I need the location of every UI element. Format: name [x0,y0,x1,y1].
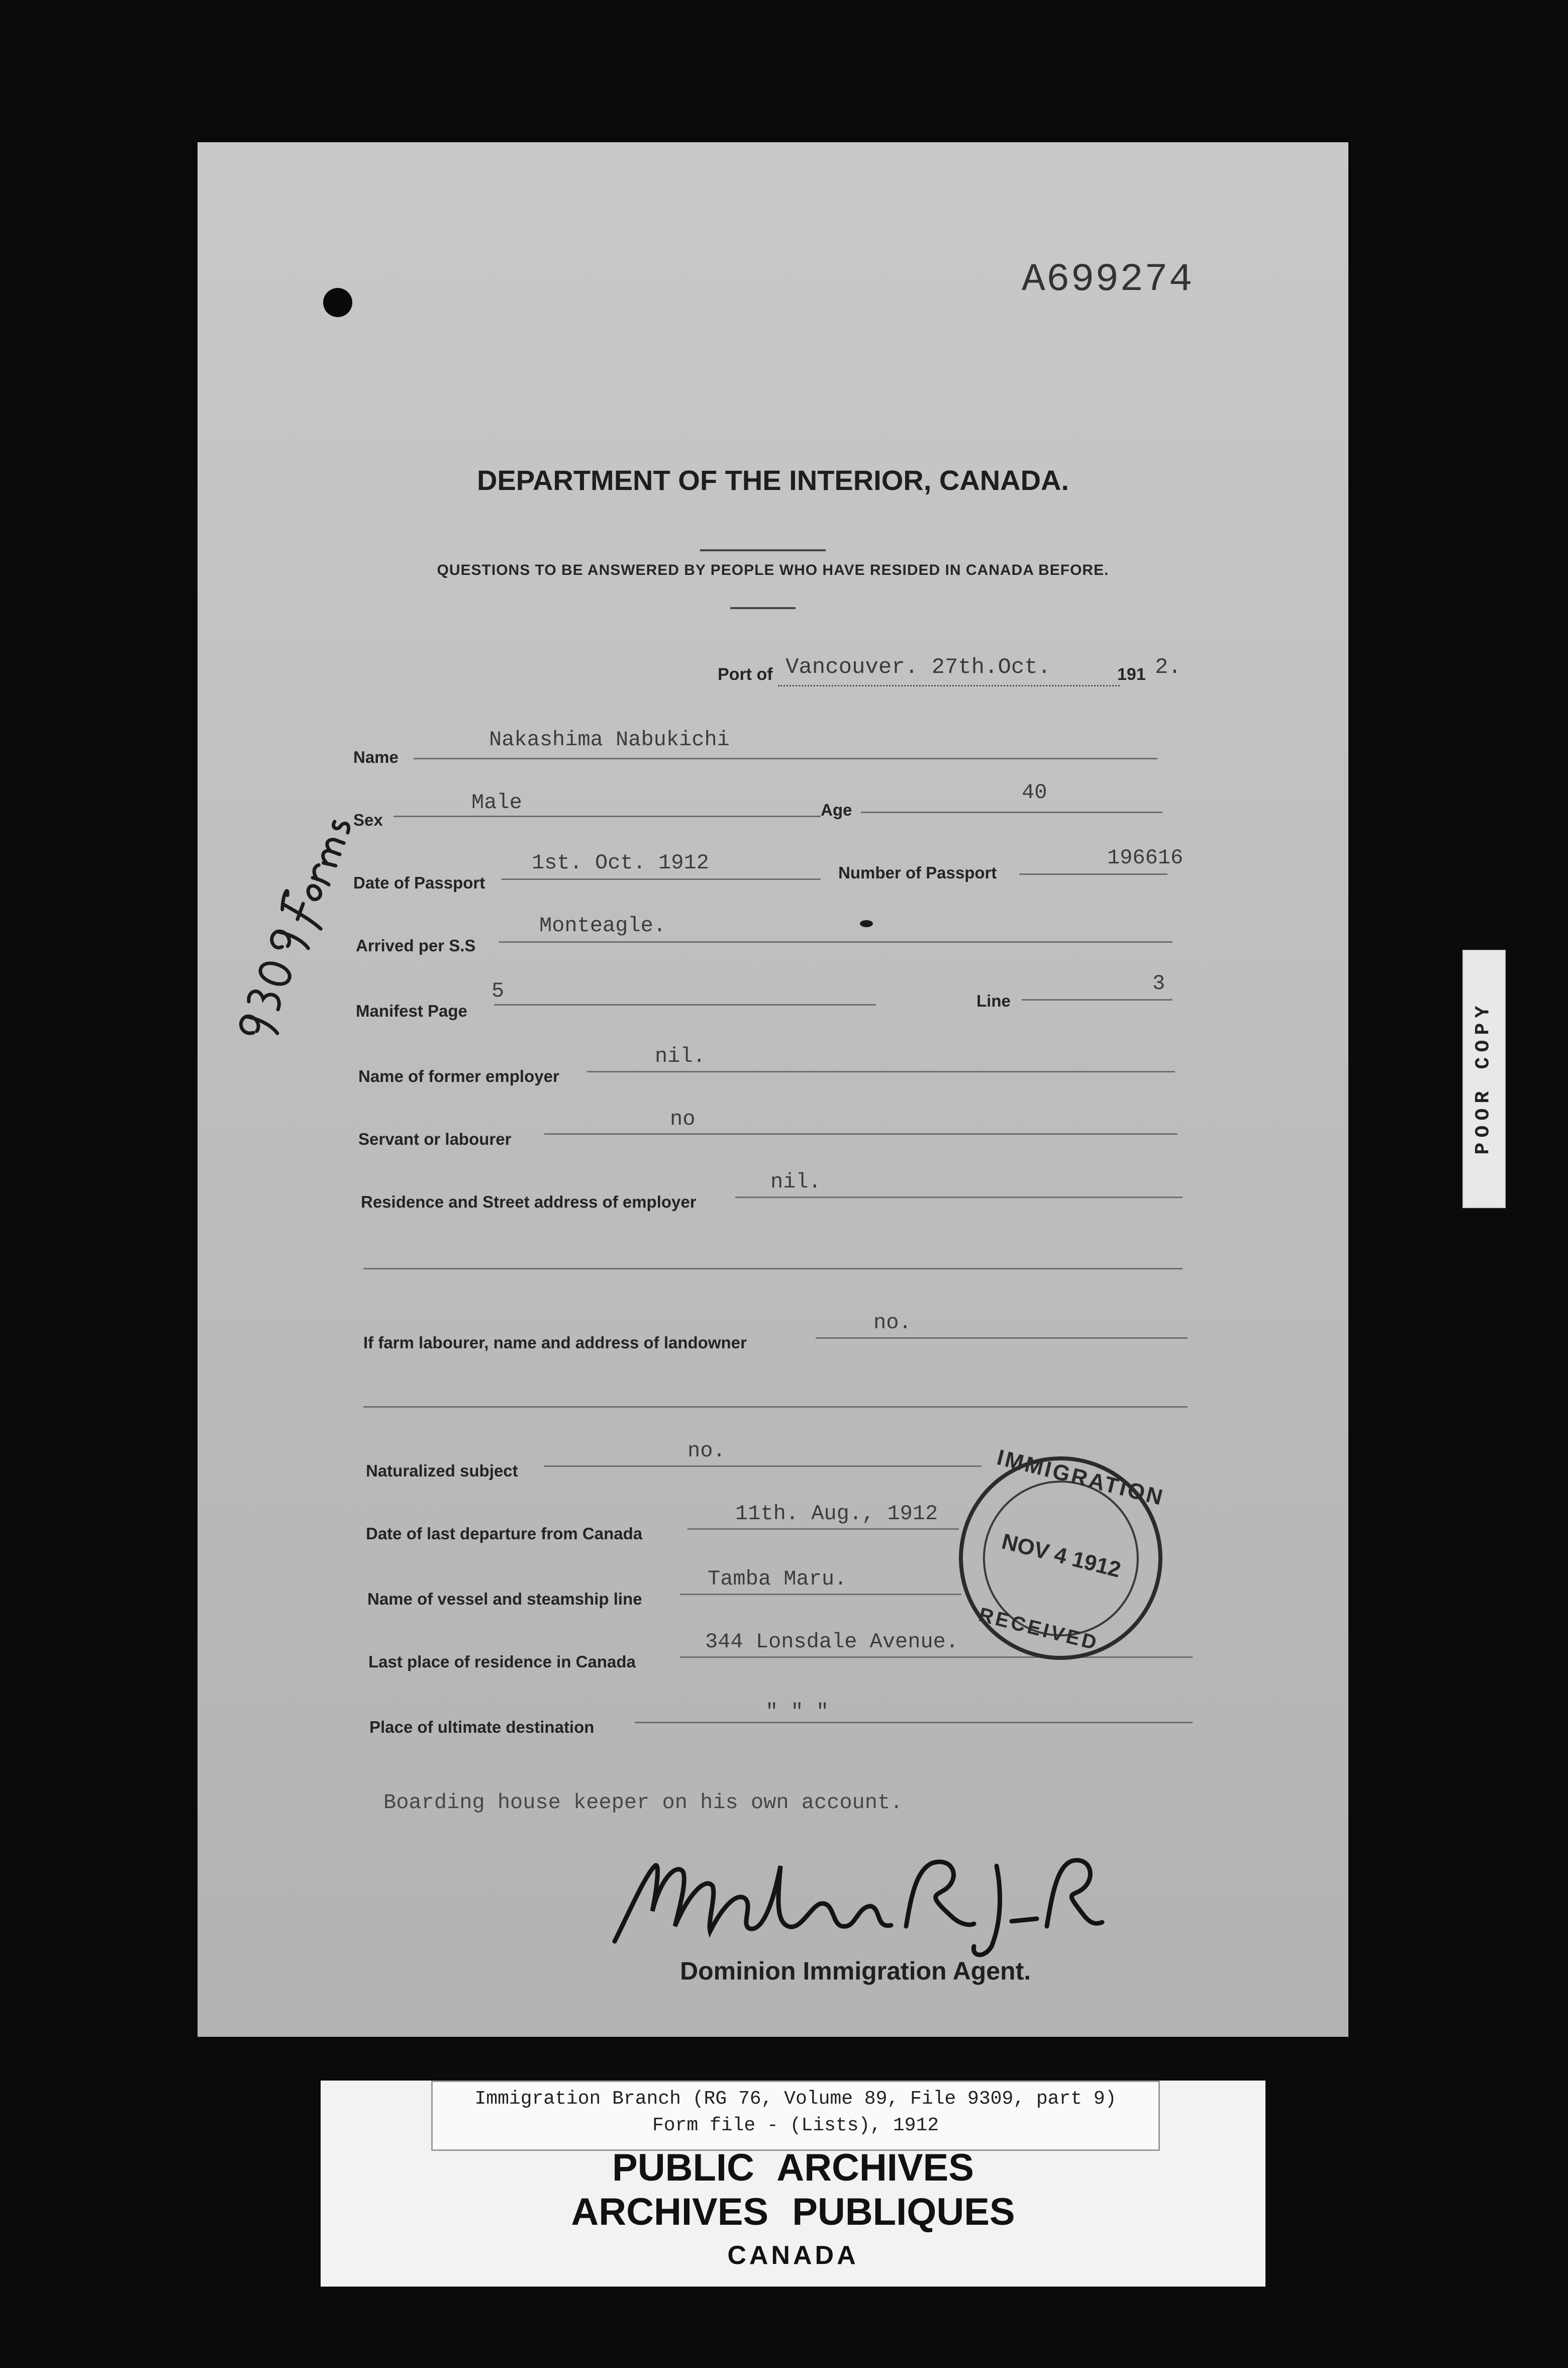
name-line [414,758,1157,759]
ink-mark [860,920,873,927]
last-departure-line [688,1528,959,1530]
servant-label: Servant or labourer [358,1130,512,1148]
naturalized-line [544,1465,982,1467]
last-residence-value: 344 Lonsdale Avenue. [705,1630,959,1654]
farm-labourer-line [816,1337,1188,1339]
employer-address-value: nil. [770,1170,821,1194]
passport-number-value: 196616 [1107,846,1184,870]
sex-label: Sex [353,811,383,829]
vessel-line [680,1594,961,1595]
former-employer-label: Name of former employer [358,1067,559,1086]
title-rule [700,549,826,551]
stamp-top-text: IMMIGRATION [994,1445,1167,1511]
vessel-value: Tamba Maru. [708,1567,847,1591]
farm-labourer-label: If farm labourer, name and address of landowner [363,1333,747,1352]
passport-date-value: 1st. Oct. 1912 [532,851,709,875]
passport-date-label: Date of Passport [353,873,485,892]
age-value: 40 [1022,780,1047,805]
margin-stroke-0 [258,960,292,988]
line-line [1022,999,1172,1001]
destination-value: " " " [765,1700,829,1724]
manifest-page-value: 5 [492,979,505,1003]
margin-stroke-3 [248,988,282,1012]
margin-stroke-r [311,864,334,884]
name-value: Nakashima Nabukichi [489,728,730,752]
last-residence-label: Last place of residence in Canada [368,1652,636,1671]
age-line [861,812,1162,813]
passport-number-label: Number of Passport [838,863,997,882]
destination-label: Place of ultimate destination [369,1718,595,1736]
naturalized-value: no. [688,1439,726,1463]
farm-labourer-line-2 [363,1406,1188,1408]
passport-number-line [1019,873,1167,875]
arrived-line [499,941,1172,943]
archive-name-french: ARCHIVES PUBLIQUES [571,2191,1015,2233]
subtitle-rule [730,607,796,609]
sex-value: Male [471,791,522,815]
vessel-label: Name of vessel and steamship line [367,1590,642,1608]
employer-address-line-2 [363,1268,1183,1269]
year-label: 191 [1117,665,1146,684]
agent-signature [600,1836,1112,1961]
archive-reference-slip [431,2081,1160,2151]
year-value: 2. [1155,655,1182,680]
employer-address-line [735,1197,1183,1198]
archive-reference-line1: Immigration Branch (RG 76, Volume 89, File 9309, part 9) [474,2088,1117,2110]
signature-stroke-3 [973,1866,1000,1955]
form-subtitle: QUESTIONS TO BE ANSWERED BY PEOPLE WHO HAVE RESIDED IN CANADA BEFORE. [437,562,1109,578]
destination-line [635,1722,1193,1723]
signature-stroke-4 [1047,1860,1102,1926]
signature-dash [1012,1919,1037,1921]
port-underline [778,685,1120,686]
poor-copy-label [1462,950,1506,1208]
signature-stroke-1 [615,1865,891,1941]
line-label: Line [976,992,1011,1010]
form-document [198,142,1348,2037]
remark-text: Boarding house keeper on his own account. [383,1791,903,1815]
arrived-value: Monteagle. [539,914,666,938]
margin-stroke-o [306,884,322,901]
punch-hole [323,288,352,317]
archive-name-english: PUBLIC ARCHIVES [612,2146,974,2189]
archive-reference-line2: Form file - (Lists), 1912 [652,2115,939,2136]
manifest-page-label: Manifest Page [356,1002,467,1020]
document-number: A699274 [1022,258,1194,302]
arrived-label: Arrived per S.S [356,936,476,955]
employer-address-label: Residence and Street address of employer [361,1193,697,1211]
poor-copy-text: POOR COPY [1472,1001,1495,1155]
former-employer-line [587,1071,1175,1072]
name-label: Name [353,748,399,766]
age-label: Age [821,801,852,819]
port-label: Port of [718,665,773,684]
archive-card [321,2081,1265,2287]
naturalized-label: Naturalized subject [366,1461,518,1480]
servant-line [544,1133,1178,1135]
archive-country: CANADA [727,2241,859,2270]
agent-title: Dominion Immigration Agent. [680,1957,1031,1985]
margin-stroke-9 [238,1014,279,1043]
last-departure-label: Date of last departure from Canada [366,1524,643,1543]
margin-note-handwriting [186,834,387,1045]
last-departure-value: 11th. Aug., 1912 [735,1502,938,1526]
farm-labourer-value: no. [873,1311,912,1335]
manifest-page-line [494,1004,876,1006]
line-value: 3 [1152,971,1165,996]
port-value: Vancouver. 27th.Oct. [786,655,1051,680]
former-employer-value: nil. [655,1044,706,1068]
margin-stroke-m [320,838,344,867]
sex-line [394,816,821,817]
servant-value: no [670,1107,696,1131]
signature-stroke-2 [906,1862,974,1926]
stamp-date: NOV 4 1912 [999,1529,1124,1583]
passport-date-line [502,878,821,880]
margin-stroke-9b [269,929,311,958]
stamp-bottom-text: RECEIVED. [976,1603,1109,1657]
department-title: DEPARTMENT OF THE INTERIOR, CANADA. [476,464,1069,496]
received-stamp [937,1435,1184,1682]
